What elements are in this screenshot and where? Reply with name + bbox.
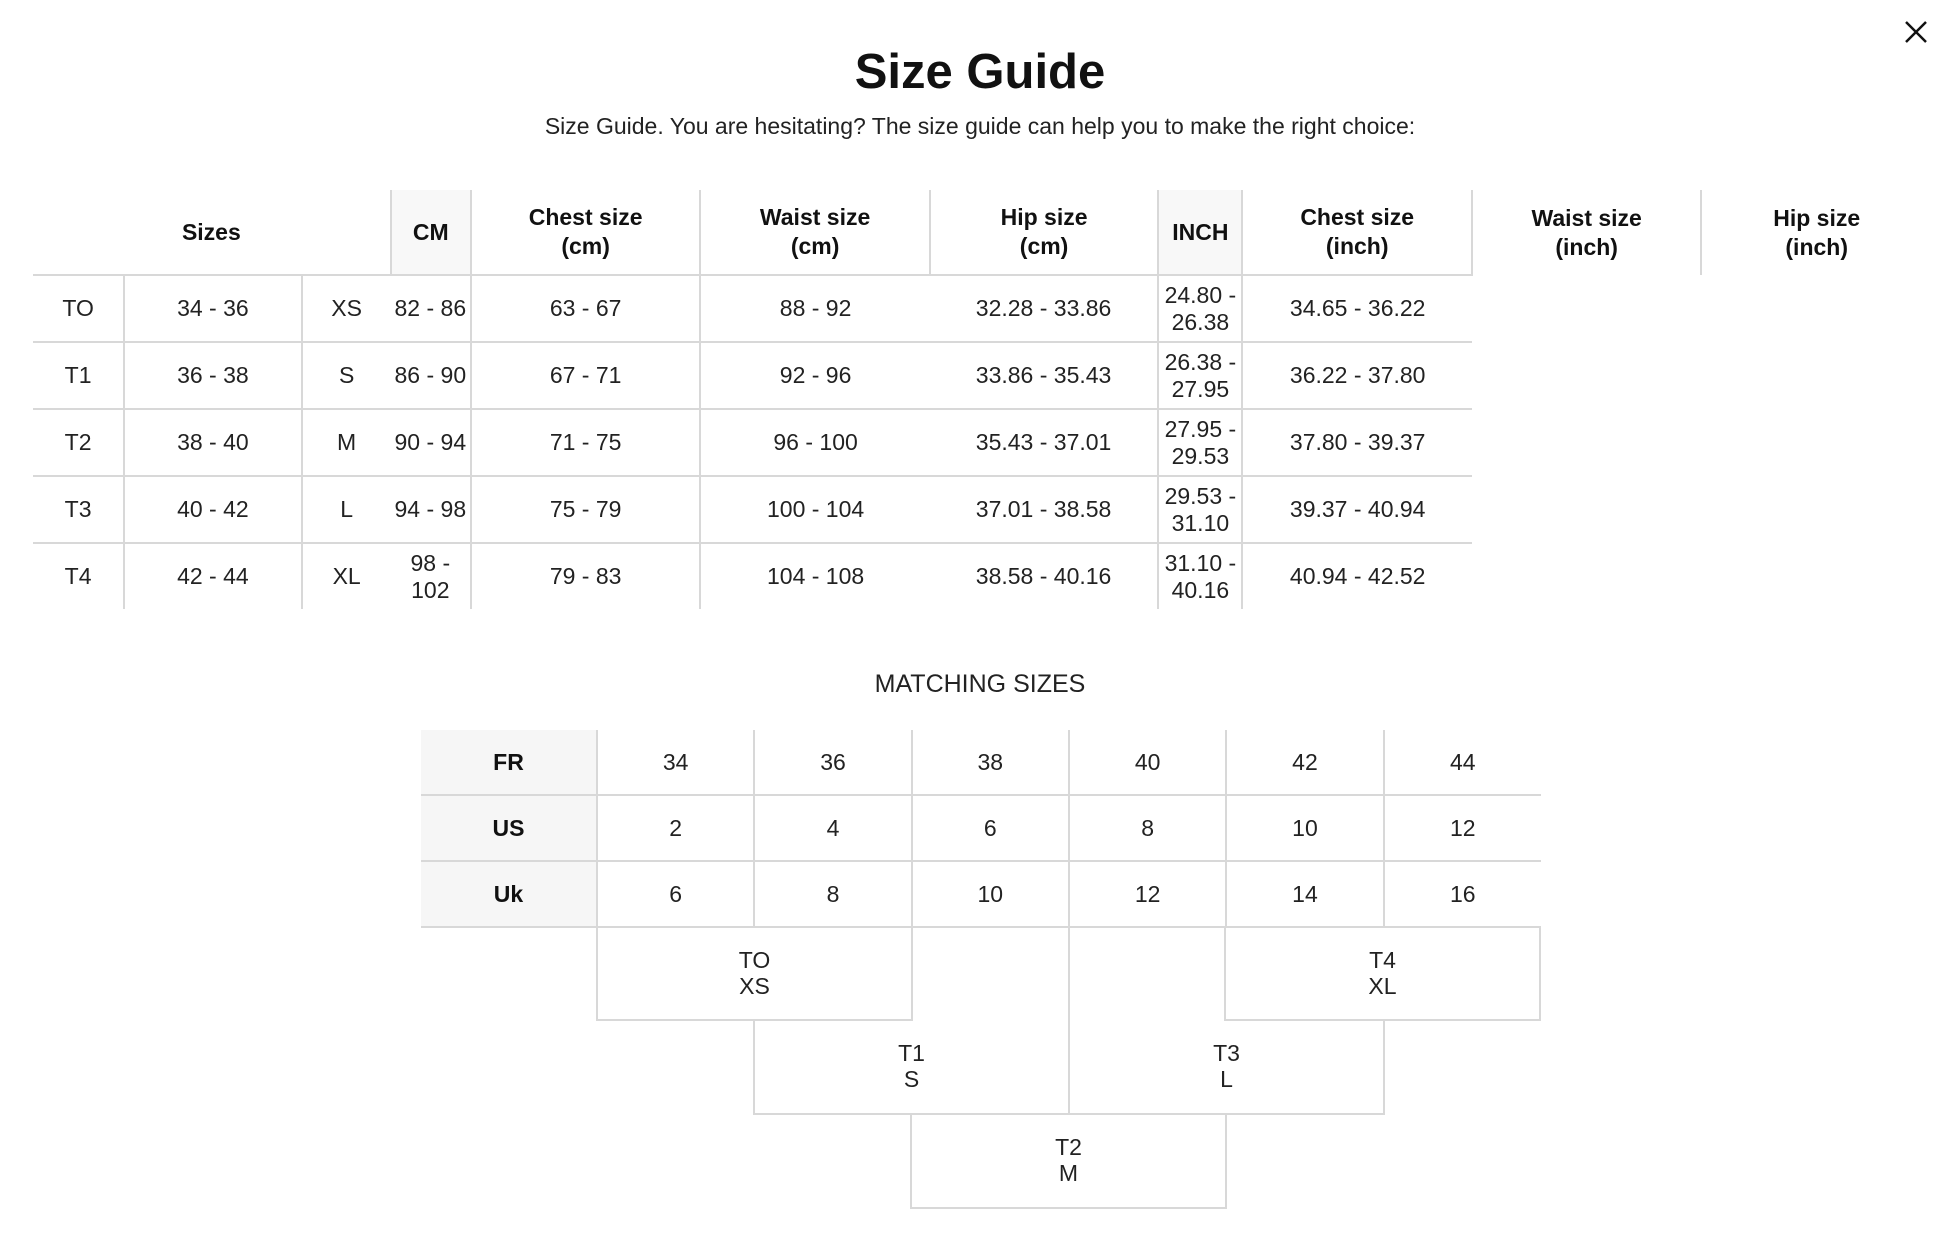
size-group-t2 — [910, 1113, 1227, 1209]
hip-cm-header-line1: Hip size — [1000, 204, 1088, 230]
us-value: 10 — [1226, 795, 1383, 861]
hip-inch-header-line1: Hip size — [1773, 204, 1861, 231]
waist-cm-header — [700, 190, 929, 275]
chest-cm: 94 - 98 — [391, 476, 471, 543]
size-group-t3 — [1068, 1019, 1385, 1115]
us-value: 4 — [754, 795, 911, 861]
size-t: T3 — [33, 476, 124, 543]
chest-inch: 38.58 - 40.16 — [930, 543, 1158, 609]
table-row — [421, 795, 1541, 861]
table-row — [33, 342, 1931, 409]
waist-cm-header-line2: (cm) — [790, 233, 840, 259]
chest-cm: 82 - 86 — [391, 275, 471, 342]
uk-value: 8 — [754, 861, 911, 927]
uk-value: 14 — [1226, 861, 1383, 927]
size-letter: XS — [302, 275, 391, 342]
chest-inch: 32.28 - 33.86 — [930, 275, 1158, 342]
table-row — [421, 861, 1541, 927]
waist-cm: 67 - 71 — [471, 342, 700, 409]
size-t: T4 — [33, 543, 124, 609]
chest-cm-header-line2: (cm) — [561, 233, 610, 259]
unit-cm — [391, 190, 471, 275]
size-t: T2 — [33, 409, 124, 476]
uk-value: 10 — [912, 861, 1069, 927]
chest-inch-header-line1: Chest size — [1300, 204, 1415, 230]
us-value: 6 — [912, 795, 1069, 861]
size-t: TO — [33, 275, 124, 342]
table-row — [33, 476, 1931, 543]
size-group-t: T3 — [1213, 1040, 1240, 1066]
hip-inch-header-line2: (inch) — [1785, 233, 1848, 260]
fr-value: 34 — [597, 730, 754, 795]
size-fr: 42 - 44 — [124, 543, 301, 609]
size-letter: M — [302, 409, 391, 476]
size-group-t: T4 — [1369, 946, 1396, 973]
size-group-t: TO — [738, 946, 771, 973]
hip-cm-header — [930, 190, 1158, 275]
hip-inch: 36.22 - 37.80 — [1242, 342, 1471, 409]
uk-value: 6 — [597, 861, 754, 927]
hip-inch: 39.37 - 40.94 — [1242, 476, 1471, 543]
waist-cm: 75 - 79 — [471, 476, 700, 543]
us-value: 2 — [597, 795, 754, 861]
table-row — [33, 543, 1931, 609]
waist-inch: 31.10 - 40.16 — [1158, 543, 1242, 609]
size-fr: 36 - 38 — [124, 342, 301, 409]
chest-cm: 90 - 94 — [391, 409, 471, 476]
size-letter: XL — [302, 543, 391, 609]
divider — [1068, 926, 1070, 1021]
fr-value: 38 — [912, 730, 1069, 795]
waist-inch: 24.80 - 26.38 — [1158, 275, 1242, 342]
waist-inch: 26.38 - 27.95 — [1158, 342, 1242, 409]
size-letter: S — [302, 342, 391, 409]
waist-cm-header-line1: Waist size — [759, 204, 871, 230]
hip-inch: 37.80 - 39.37 — [1242, 409, 1471, 476]
size-group-letter: S — [903, 1066, 920, 1092]
size-group-to — [596, 926, 913, 1021]
table-row — [421, 730, 1541, 795]
page-title: Size Guide — [854, 45, 1106, 99]
chest-inch-header-line2: (inch) — [1325, 233, 1389, 259]
hip-cm-header-line2: (cm) — [1019, 233, 1069, 259]
fr-value: 36 — [754, 730, 911, 795]
chest-inch: 35.43 - 37.01 — [930, 409, 1158, 476]
us-value: 8 — [1069, 795, 1226, 861]
uk-value: 12 — [1069, 861, 1226, 927]
hip-inch: 34.65 - 36.22 — [1242, 275, 1471, 342]
size-table — [33, 190, 1931, 609]
size-group-t4 — [1224, 926, 1541, 1021]
unit-inch — [1158, 190, 1242, 275]
matching-sizes-title: MATCHING SIZES — [874, 670, 1086, 698]
size-group-letter: XL — [1368, 972, 1397, 999]
waist-inch-header — [1472, 190, 1701, 275]
size-fr: 40 - 42 — [124, 476, 301, 543]
chest-inch-header — [1242, 190, 1471, 275]
size-letter: L — [302, 476, 391, 543]
fr-value: 40 — [1069, 730, 1226, 795]
size-group-letter: L — [1220, 1066, 1233, 1092]
waist-inch: 29.53 - 31.10 — [1158, 476, 1242, 543]
unit-inch-label: INCH — [1172, 218, 1229, 245]
page-subtitle: Size Guide. You are hesitating? The size guide can help you to make the right choice: — [544, 113, 1416, 139]
size-group-t1 — [753, 1019, 1070, 1115]
fr-value: 42 — [1226, 730, 1383, 795]
row-label-us: US — [421, 795, 597, 861]
hip-cm: 88 - 92 — [700, 275, 929, 342]
size-fr: 34 - 36 — [124, 275, 301, 342]
row-label-fr: FR — [421, 730, 597, 795]
chest-cm-header — [471, 190, 700, 275]
chest-inch: 33.86 - 35.43 — [930, 342, 1158, 409]
hip-inch-header — [1701, 190, 1931, 275]
waist-cm: 79 - 83 — [471, 543, 700, 609]
sizes-header: Sizes — [181, 218, 241, 245]
chest-inch: 37.01 - 38.58 — [930, 476, 1158, 543]
chest-cm: 98 - 102 — [391, 543, 471, 609]
waist-cm: 63 - 67 — [471, 275, 700, 342]
hip-cm: 104 - 108 — [700, 543, 929, 609]
size-group-t: T2 — [1055, 1134, 1082, 1160]
matching-sizes-table — [421, 730, 1541, 928]
table-row — [33, 409, 1931, 476]
chest-cm-header-line1: Chest size — [528, 204, 643, 230]
size-t: T1 — [33, 342, 124, 409]
uk-value: 16 — [1384, 861, 1541, 927]
waist-inch: 27.95 - 29.53 — [1158, 409, 1242, 476]
hip-cm: 96 - 100 — [700, 409, 929, 476]
unit-cm-label: CM — [412, 218, 449, 245]
waist-inch-header-line1: Waist size — [1531, 204, 1642, 231]
waist-cm: 71 - 75 — [471, 409, 700, 476]
chest-cm: 86 - 90 — [391, 342, 471, 409]
hip-cm: 100 - 104 — [700, 476, 929, 543]
size-group-letter: XS — [739, 972, 770, 999]
fr-value: 44 — [1384, 730, 1541, 795]
size-fr: 38 - 40 — [124, 409, 301, 476]
waist-inch-header-line2: (inch) — [1555, 233, 1618, 260]
size-group-t: T1 — [898, 1040, 925, 1066]
size-group-letter: M — [1058, 1160, 1079, 1186]
table-row — [33, 275, 1931, 342]
hip-inch: 40.94 - 42.52 — [1242, 543, 1471, 609]
hip-cm: 92 - 96 — [700, 342, 929, 409]
us-value: 12 — [1384, 795, 1541, 861]
row-label-uk: Uk — [421, 861, 597, 927]
